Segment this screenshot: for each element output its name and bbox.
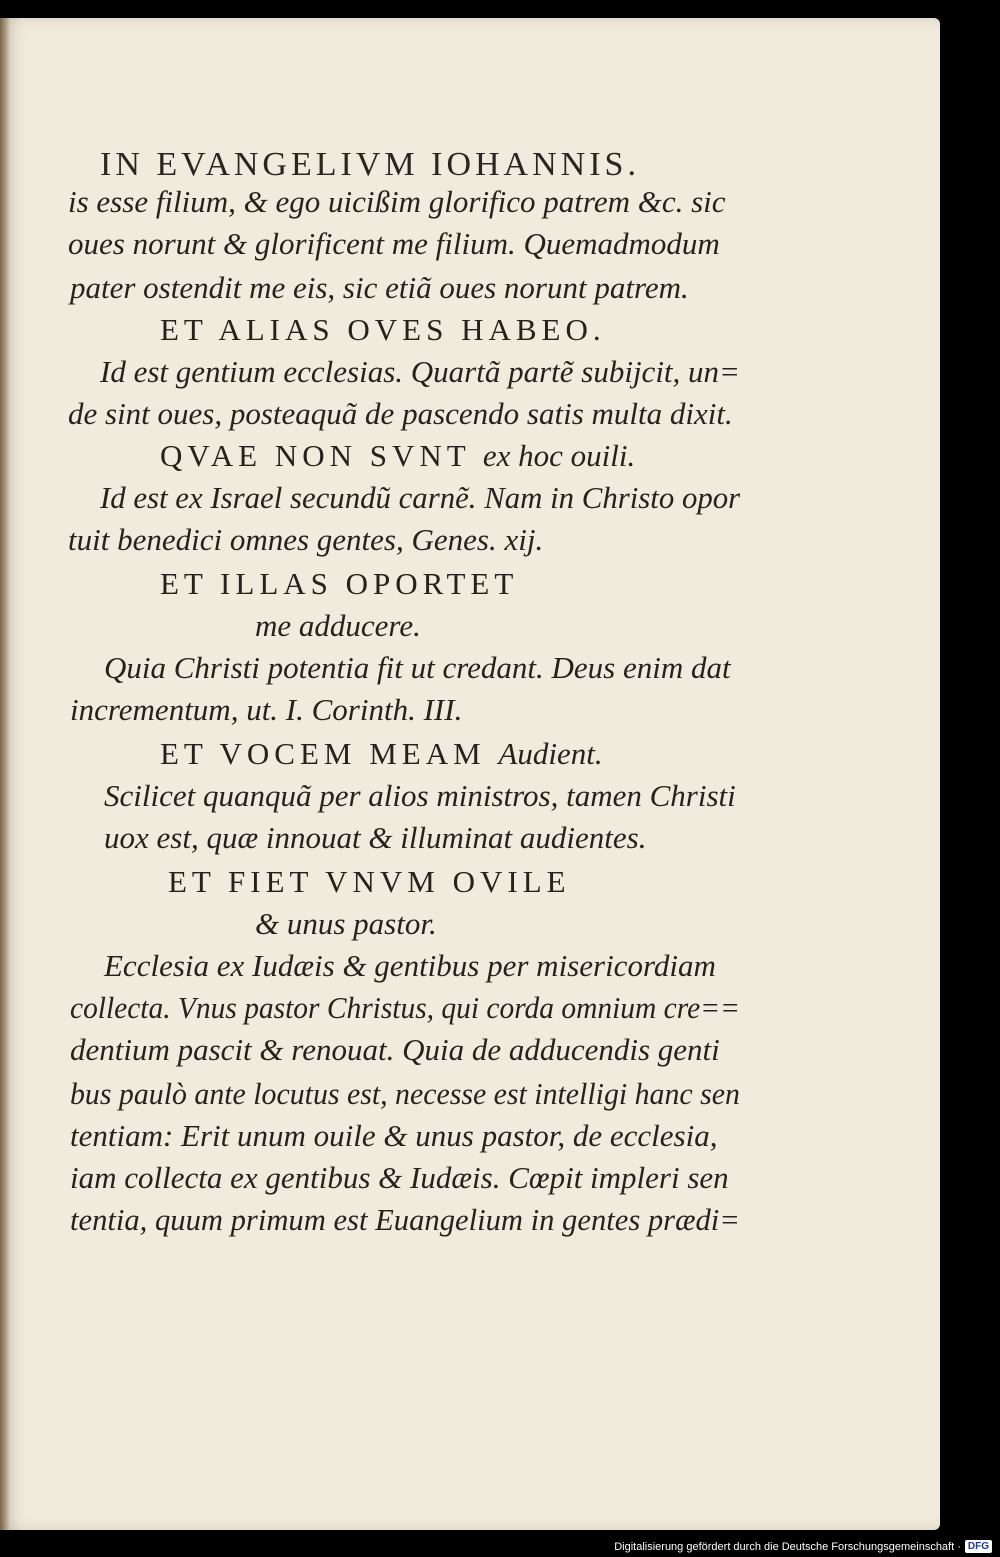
text-line — [70, 692, 462, 728]
line-text: Ecclesia ex Iudæis & gentibus per misericordiam — [104, 948, 716, 983]
line-text: bus paulò ante locutus est, necesse est intelligi hanc sen — [70, 1076, 740, 1111]
section-heading — [160, 438, 635, 474]
text-line — [68, 184, 726, 220]
section-heading — [160, 736, 603, 772]
line-text: pater ostendit me eis, sic etiã oues norunt patrem. — [70, 270, 689, 305]
text-line — [100, 480, 740, 516]
funding-footer — [614, 1540, 992, 1553]
line-text: Id est ex Israel secundũ carnẽ. Nam in Christo opor — [100, 480, 741, 515]
line-text: incrementum, ut. I. Corinth. III. — [70, 692, 463, 727]
text-line — [70, 990, 740, 1026]
line-text: QVAE NON SVNT — [160, 438, 471, 473]
text-line — [100, 354, 740, 390]
section-heading — [160, 312, 606, 348]
line-text: is esse filium, & ego uicißim glorifico patrem &c. sic — [68, 184, 726, 219]
section-heading — [160, 566, 518, 602]
text-line — [104, 948, 716, 984]
line-text: collecta. Vnus pastor Christus, qui corda omnium cre== — [70, 990, 740, 1025]
line-text: de sint oues, posteaquã de pascendo satis multa dixit. — [68, 396, 733, 431]
text-line — [68, 396, 733, 432]
text-line — [70, 1076, 740, 1112]
footer-text: Digitalisierung gefördert durch die Deutsche Forschungsgemeinschaft · — [614, 1540, 961, 1553]
section-heading — [168, 864, 571, 900]
text-line — [104, 650, 731, 686]
line-text: uox est, quæ innouat & illuminat audientes. — [104, 820, 647, 855]
line-text: ET ALIAS OVES HABEO. — [160, 312, 606, 347]
line-text: iam collecta ex gentibus & Iudæis. Cœpit impleri sen — [70, 1160, 729, 1195]
line-tail-text: ex hoc ouili. — [482, 438, 636, 473]
text-line — [70, 1032, 720, 1068]
text-line — [68, 226, 720, 262]
line-text: tentiam: Erit unum ouile & unus pastor, de ecclesia, — [70, 1118, 718, 1153]
line-text: ET VOCEM MEAM — [160, 736, 486, 771]
line-text: oues norunt & glorificent me filium. Quemadmodum — [68, 226, 720, 261]
book-page — [0, 18, 940, 1530]
line-text: ET FIET VNVM OVILE — [168, 864, 571, 899]
text-line — [255, 608, 421, 644]
line-text: tentia, quum primum est Euangelium in gentes prædi= — [70, 1202, 740, 1237]
text-line — [70, 1202, 740, 1238]
line-text: Scilicet quanquã per alios ministros, tamen Christi — [104, 778, 736, 813]
line-text: dentium pascit & renouat. Quia de adducendis genti — [70, 1032, 720, 1067]
text-line — [70, 270, 689, 306]
line-text: tuit benedici omnes gentes, Genes. xij. — [68, 522, 544, 557]
line-text: me adducere. — [255, 608, 421, 643]
text-line — [68, 522, 543, 558]
line-text: & unus pastor. — [255, 906, 437, 941]
text-line — [104, 778, 736, 814]
text-line — [104, 820, 646, 856]
text-line — [255, 906, 437, 942]
line-text: Id est gentium ecclesias. Quartã partẽ subijcit, un= — [100, 354, 740, 389]
text-line — [70, 1160, 729, 1196]
running-head: IN EVANGELIVM IOHANNIS. — [100, 146, 640, 183]
dfg-logo-icon: DFG — [965, 1540, 992, 1553]
line-text: Quia Christi potentia fit ut credant. Deus enim dat — [104, 650, 731, 685]
line-text: ET ILLAS OPORTET — [160, 566, 519, 601]
text-line — [70, 1118, 717, 1154]
line-tail-text: Audient. — [498, 736, 603, 771]
